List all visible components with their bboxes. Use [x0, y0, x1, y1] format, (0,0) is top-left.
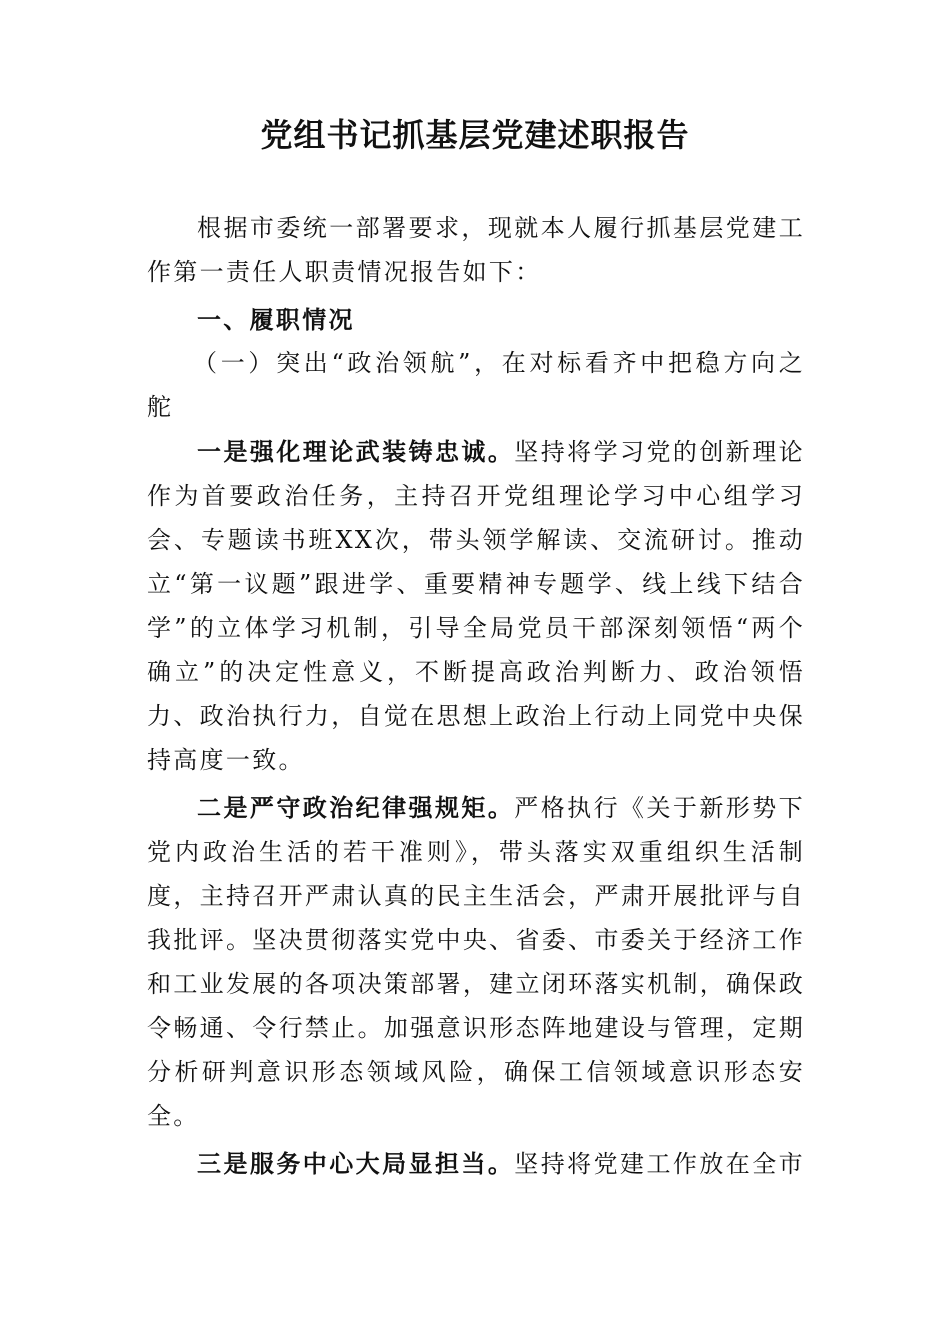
text-line: 确立”的决定性意义，不断提高政治判断力、政治领悟: [147, 658, 805, 686]
point-text: 坚持将学习党的创新理论: [514, 438, 805, 466]
text-line: 学”的立体学习机制，引导全局党员干部深刻领悟“两个: [147, 614, 805, 642]
point-lead: 三是服务中心大局显担当。: [197, 1149, 515, 1178]
text-line: 党内政治生活的若干准则》，带头落实双重组织生活制: [147, 838, 805, 866]
heading-text: 一、履职情况: [197, 305, 355, 334]
text-line: 度，主持召开严肃认真的民主生活会，严肃开展批评与自: [147, 882, 805, 910]
point-paragraph-3: [147, 1142, 805, 1186]
text-line: 作为首要政治任务，主持召开党组理论学习中心组学习: [147, 482, 805, 510]
text-line: 全。: [147, 1102, 200, 1130]
intro-paragraph: [147, 206, 805, 294]
document-title: 党组书记抓基层党建述职报告: [260, 116, 690, 154]
point-paragraph-2: [147, 786, 805, 1138]
text-line: 立“第一议题”跟进学、重要精神专题学、线上线下结合: [147, 570, 805, 598]
text-line: 和工业发展的各项决策部署，建立闭环落实机制，确保政: [147, 970, 805, 998]
text-line: [147, 786, 805, 830]
text-line: （一）突出“政治领航”，在对标看齐中把稳方向之: [193, 349, 805, 377]
point-text: 坚持将党建工作放在全市: [514, 1150, 805, 1178]
point-lead: 一是强化理论武装铸忠诚。: [197, 437, 515, 466]
text-line: 持高度一致。: [147, 746, 305, 774]
text-line: 根据市委统一部署要求，现就本人履行抓基层党建工: [197, 214, 805, 242]
section-heading: [147, 298, 805, 342]
text-line: 我批评。坚决贯彻落实党中央、省委、市委关于经济工作: [147, 926, 805, 954]
text-line: [147, 430, 805, 474]
point-paragraph-1: [147, 430, 805, 782]
subsection-heading: [147, 341, 805, 429]
text-line: 分析研判意识形态领域风险，确保工信领域意识形态安: [147, 1058, 805, 1086]
text-line: 力、政治执行力，自觉在思想上政治上行动上同党中央保: [147, 702, 805, 730]
point-lead: 二是严守政治纪律强规矩。: [197, 793, 515, 822]
text-line: 舵: [147, 393, 174, 421]
text-line: [147, 1142, 805, 1186]
text-line: 令畅通、令行禁止。加强意识形态阵地建设与管理，定期: [147, 1014, 805, 1042]
text-line: 作第一责任人职责情况报告如下：: [147, 258, 542, 286]
text-line: 会、专题读书班XX次，带头领学解读、交流研讨。推动: [147, 526, 805, 554]
point-text: 严格执行《关于新形势下: [514, 794, 805, 822]
